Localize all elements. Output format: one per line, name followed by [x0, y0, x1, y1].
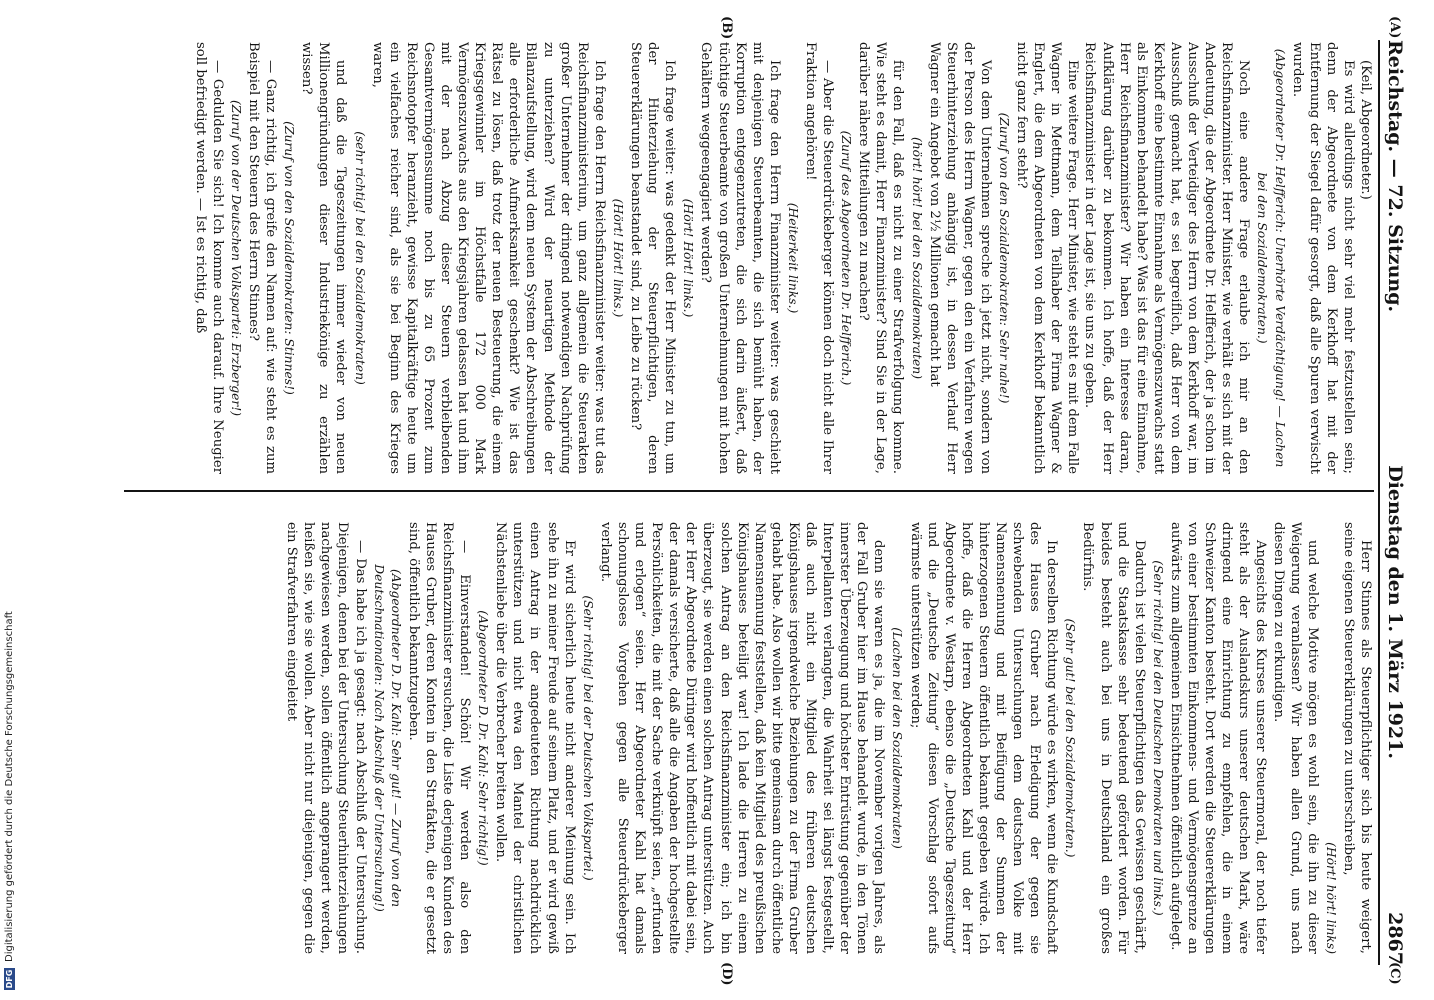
paragraph: — Das habe ich ja gesagt: nach Abschluß der Untersuchung. Diejenigen, denen bei der Untersuchung Steuerhinterziehungen nachgewiesen werden, sollen öffentlich angeprangert werden, heißen sie, wie sie wollen. Aber nicht nur diejenigen, gegen die ein Strafverfahren eingeleitet [284, 522, 368, 954]
paragraph: Herr Stinnes als Steuerpflichtiger sich bis heute weigert, seine eigenen Steuererklärungen zu unterschreiben, [1340, 522, 1373, 954]
dfg-logo: DFG [4, 969, 14, 989]
margin-marker-b: (B) [719, 16, 734, 40]
left-column [114, 42, 1374, 474]
paragraph: — Aber die Steuerdrückeberger können doch nicht alle Ihrer Fraktion angehören! [803, 42, 836, 474]
paragraph: Ich frage den Herrn Reichsfinanzminister weiter: was tut das Reichsfinanzministerium, um ganz allgemein die Steuerakten großer Unternehmer der dringend notwendigen Nachprüfung zu unterziehen? Wird der neuartigen Methode der Bilanzaufstellung, wird dem neuen System der Abschreibungen alle erforderliche Aufmerksamkeit geschenkt? Wie ist das Rätsel zu lösen, daß trotz der neuen Besteuerung, die einem Kriegsgewinnler im Höchstfalle 172 000 Mark Vermögenszuwachs aus den Kriegsjahren gelassen hat und ihm mit der nach Abzug dieser Steuern verbleibenden Gesamtvermögenssumme noch bis zu 65 Prozent zum Reichsnotopfer heranzieht, gewisse Kapitalkräftige heute um ein vielfaches reicher sind, als sie bei Beginn des Krieges waren, [369, 42, 607, 474]
paragraph: Von dem Unternehmen spreche ich jetzt nicht, sondern von der Person des Herrn Wagner, gegen den ein Verfahren wegen Steuerhinterziehung anhängig ist, in dessen Verlauf Herr Wagner ein Angebot von 2½ Millionen gemacht hat [926, 42, 993, 474]
paragraph: Noch eine andere Frage erlaube ich mir an den Reichsfinanzminister. Herr Minister, wie verhält es sich mit der Andeutung, die der Abgeordnete Dr. Helfferich, der ja schon im Ausschuß der Verteidiger des Herrn von dem Kerkhoff war, im Ausschuß gemacht hat, es sei begreiflich, daß Herr von dem Kerkhoff eine bestimmte Einnahme als Vermögenszuwachs statt als Einkommen behandelt habe? Was ist das für eine Einnahme, Herr Reichsfinanzminister? Wir haben ein Interesse daran, Aufklärung darüber zu bekommen. Ich hoffe, daß der Herr Reichsfinanzminister in der Lage ist, sie uns zu geben. [1082, 42, 1252, 474]
interjection: (Zuruf von den Sozialdemokraten: Sehr nahe!) [997, 112, 1012, 404]
interjection: (Lachen bei den Sozialdemokraten) [890, 627, 905, 849]
interjection: (Abgeordneter D. Dr. Kahl: Sehr richtig!) [476, 610, 491, 866]
interjection: (Sehr richtig! bei der Deutschen Volkspartei.) [580, 595, 595, 881]
interjection: (Hört! Hört! links.) [610, 198, 625, 318]
paragraph: — Ganz richtig, ich greife den Namen auf: wie steht es zum Beispiel mit den Steuern des Herrn Stinnes? [246, 42, 279, 474]
paragraph: In derselben Richtung würde es wirken, wenn die Kundschaft des Hauses Gruber nach Erledigung der gegen sie schwebenden Untersuchungen dem deutschen Volke mit Namensnennung und mit Beifügung der Summen der hinterzogenen Steuern öffentlich bekannt gegeben würde. Ich hoffe, daß die Herren Abgeordneten Kahl und der Herr Abgeordnete v. Westarp, ebenso die „Deutsche Tageszeitung“ und die „Deutsche Zeitung“ diesen Vorschlag sofort aufs wärmste unterstützen werden; [907, 522, 1060, 954]
paragraph: — Einverstanden! Schön! Wir werden also den Reichsfinanzminister ersuchen, die Liste derjenigen Kunden des Hauses Gruber, deren Konten in den Strafakten, die er gesetzt sind, öffentlich bekanntzugeben. [405, 522, 473, 954]
paragraph: und welche Motive mögen es wohl sein, die ihn zu dieser Weigerung veranlassen? Wir haben allen Grund, uns nach diesen Dingen zu erkundigen. [1270, 522, 1320, 954]
paragraph: Er wird sicherlich heute nicht anderer Meinung sein. Ich sehe ihn zu meiner Freude auf seinem Platz, und er wird gewiß einen Antrag in der angedeuteten Richtung nachdrücklich unterstützen und nicht etwa den Mantel der christlichen Nächstenliebe über die Verbrecher breiten wollen. [493, 522, 577, 954]
paragraph: Ich frage den Herrn Finanzminister weiter: was geschieht mit denjenigen Steuerbeamten, die sich bemüht haben, der Korruption entgegenzutreten, die sich darin äußert, daß tüchtige Steuerbeamte von großen Unternehmungen mit hohen Gehältern weggeengagiert werden? [698, 42, 782, 474]
interjection: (Abgeordneter Dr. Helfferich: Unerhörte Verdächtigung! — Lachen bei den Sozialdemokraten.) [1255, 48, 1287, 468]
footer-text: Digitalisierung gefördert durch die Deutsche Forschungsgemeinschaft [3, 611, 15, 962]
interjection: (hört! hört! bei den Sozialdemokraten) [909, 136, 924, 380]
paragraph: und daß die Tageszeitungen immer wieder von neuen Millionengründungen dieser Industriekönige zu erzählen wissen? [299, 42, 349, 474]
header-center: Dienstag den 1. März 1921. [1384, 465, 1406, 759]
column-divider [124, 490, 1374, 492]
paragraph: denn sie waren es ja, die im November vorigen Jahres, als der Fall Gruber hier im Hause behandelt wurde, in den Tönen innerster Überzeugung und höchster Entrüstung gegenüber der Interpellanten verlangten, die Wahrheit sei längst festgestellt, daß auch nicht ein Mitglied des früheren deutschen Königshauses irgendwelche Beziehungen zu der Firma Gruber gehabt habe. Also wollen wir bitte gemeinsam durch öffentliche Namensnennung feststellen, daß kein Mitglied des preußischen Königshauses beteiligt war! Ich lade die Herren zu einem solchen Antrag an den Reichsfinanzminister ein; ich bin überzeugt, sie werden einen solchen Antrag unterstützen. Auch der Herr Abgeordnete Düringer wird hoffentlich mit dabei sein, der damals versicherte, daß alle die Angaben der hochgestellte Persönlichkeiten, die mit der Sache verknüpft seien, „erfunden und erlogen“ seien. Herr Abgeordneter Kahl hat damals schonungsloses Vorgehen gegen alle Steuerdrückeberger verlangt. [597, 522, 887, 954]
margin-marker-d: (D) [719, 962, 734, 986]
interjection: (Zuruf von den Sozialdemokraten: Stinnes!) [282, 121, 297, 395]
paragraph: (Keil, Abgeordneter.) [1358, 60, 1373, 200]
interjection: (Heiterkeit links.) [785, 202, 800, 314]
paragraph: Angesichts des Kurses unserer Steuermoral, der noch tiefer steht als der Auslandskurs unserer deutschen Mark, wäre dringend eine Einrichtung zu empfehlen, die in einem Schweizer Kanton besteht. Dort werden die Steuererklärungen von einer bestimmten Einkommens- und Vermögensgrenze an aufwärts zum allgemeinen Einsichtnehmen öffentlich aufgelegt. [1167, 522, 1269, 954]
page-header [1378, 40, 1422, 965]
paragraph: Es wird allerdings nicht sehr viel mehr festzustellen sein; denn der Abgeordnete von dem Kerkhoff hat mit der Entfernung der Siegel dafür gesorgt, daß alle Spuren verwischt wurden. [1289, 42, 1356, 474]
interjection: (Zuruf von der Deutschen Volkspartei: Erzberger!) [228, 99, 243, 417]
interjection: (sehr richtig! bei den Sozialdemokraten) [352, 131, 367, 385]
interjection: (Hört! Hört! links.) [681, 198, 696, 318]
margin-marker-c: (C) [1387, 962, 1402, 985]
right-column [114, 522, 1374, 954]
margin-marker-a: (A) [1387, 16, 1402, 39]
paragraph: — Gedulden Sie sich! Ich komme auch darauf. Ihre Neugier soll befriedigt werden. — Ist es richtig, daß [192, 42, 225, 474]
paragraph: Ich frage weiter: was gedenkt der Herr Minister zu tun, um der Hinterziehung der Steuerpflichtigen, deren Steuererklärungen beanstandet sind, zu Leibe zu rücken? [628, 42, 678, 474]
paragraph: Eine weitere Frage. Herr Minister, wie steht es mit dem Falle Wagner in Mettmann, dem Teilhaber der Firma Wagner & Englert, die dem Abgeordneten von dem Kerkhoff bekanntlich nicht ganz fern steht? [1014, 42, 1081, 474]
digitization-footer [2, 0, 16, 1000]
header-left: Reichstag. — 72. Sitzung. [1384, 40, 1406, 313]
page-number: 2867 [1384, 912, 1406, 965]
interjection: (Hört! hört! links) [1323, 842, 1338, 954]
interjection: (Abgeordneter D. Dr. Kahl: Sehr gut! — Zuruf von den Deutschnationalen: Nach Abschluß der Untersuchung!) [371, 564, 403, 912]
paragraph: Dadurch ist vielen Steuerpflichtigen das Gewissen geschärft, und die Staatskasse sehr bedeutend gefördert worden. Für beides besteht auch bei uns in Deutschland ein großes Bedürfnis. [1080, 522, 1147, 954]
paragraph: für den Fall, daß es nicht zu einer Strafverfolgung komme. Wie steht es damit, Herr Finanzminister? Sind Sie in der Lage, darüber nähere Mitteilungen zu machen? [856, 42, 906, 474]
interjection: (Sehr gut! bei den Sozialdemokraten.) [1063, 618, 1078, 858]
interjection: (Sehr richtig! bei den Deutschen Demokraten und links.) [1150, 560, 1165, 916]
interjection: (Zuruf des Abgeordneten Dr. Helfferich.) [839, 130, 854, 386]
